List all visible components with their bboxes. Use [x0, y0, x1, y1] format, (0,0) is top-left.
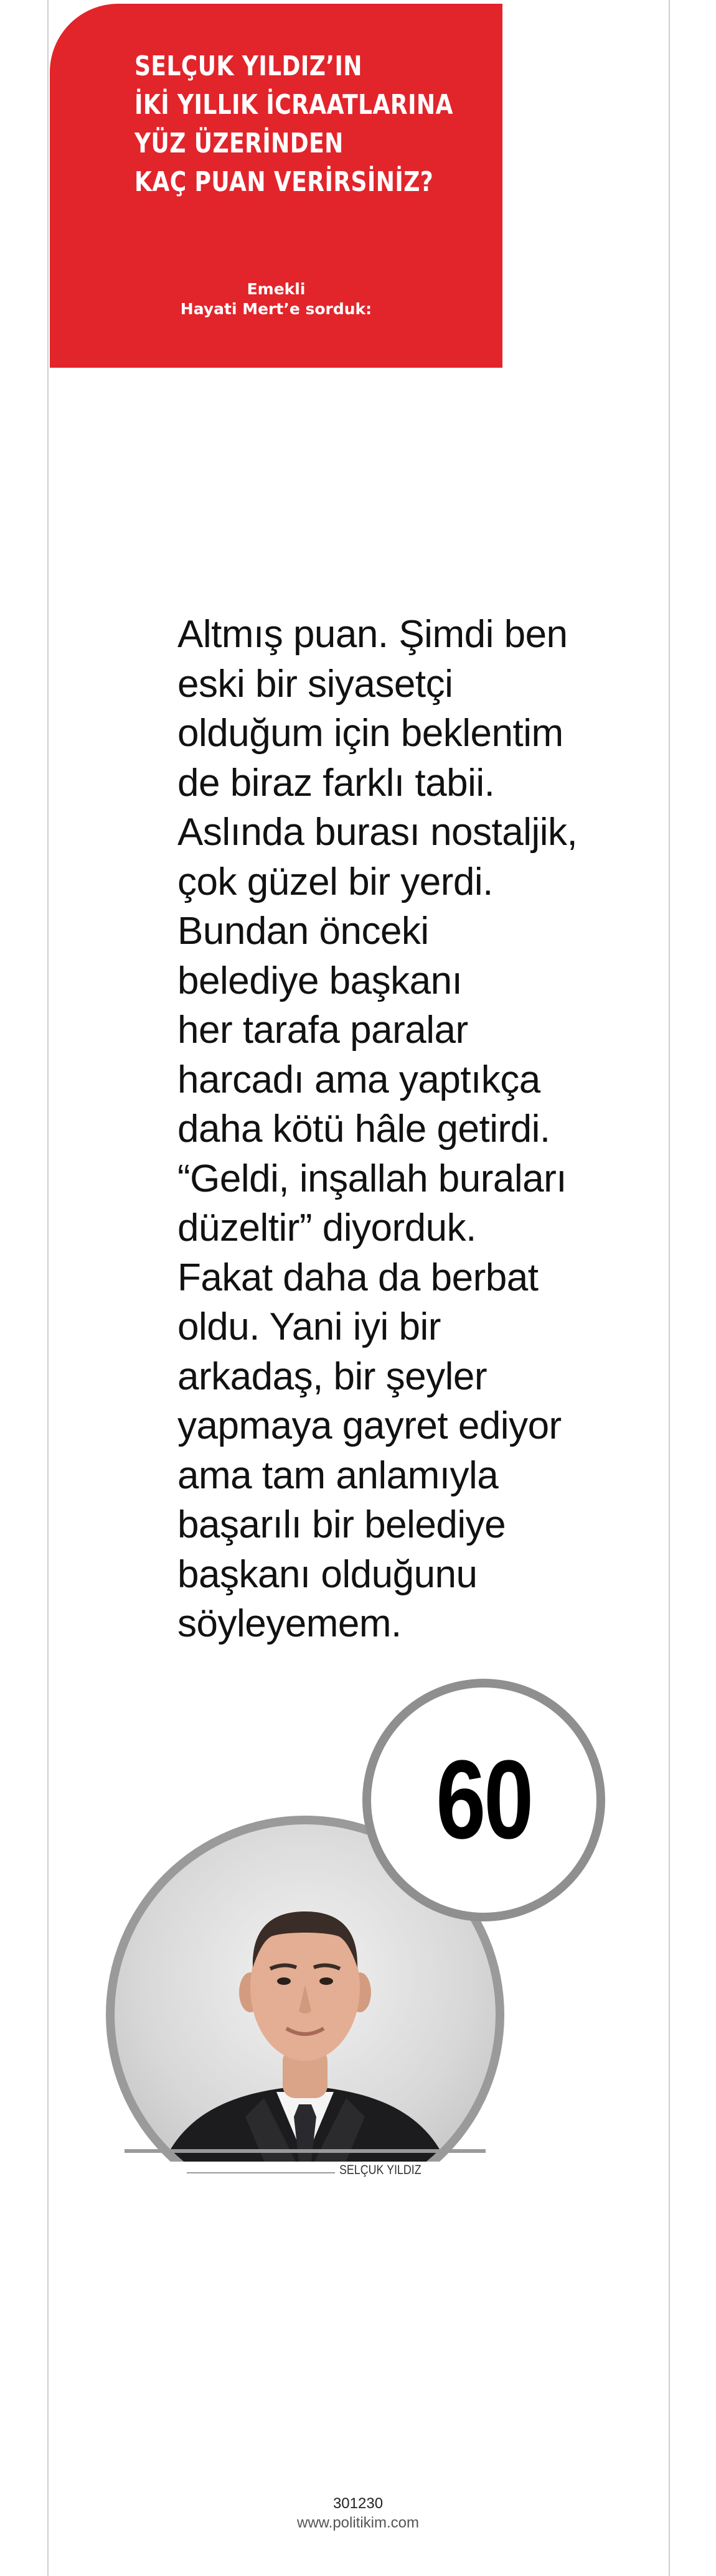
quote-line: Fakat daha da berbat [177, 1256, 539, 1299]
quote-line: harcadı ama yaptıkça [177, 1058, 540, 1101]
portrait-base [125, 2149, 486, 2153]
quote-line: daha kötü hâle getirdi. [177, 1108, 550, 1150]
quote-line: ama tam anlamıyla [177, 1454, 499, 1497]
quote-body [177, 610, 613, 1649]
quote-line: Bundan önceki [177, 910, 429, 953]
quote-line: başarılı bir belediye [177, 1503, 506, 1546]
quote-line: oldu. Yani iyi bir [177, 1305, 441, 1348]
headline [134, 47, 453, 202]
headline-line: YÜZ ÜZERİNDEN [134, 128, 344, 159]
quote-line: belediye başkanı [177, 959, 463, 1002]
quote-line: arkadaş, bir şeyler [177, 1355, 488, 1398]
quote-line: başkanı olduğunu [177, 1552, 478, 1596]
quote-line: Altmış puan. Şimdi ben [177, 613, 568, 656]
page-border-left [47, 0, 49, 2576]
caption-rule [187, 2172, 335, 2173]
quote-line: her tarafa paralar [177, 1009, 468, 1052]
headline-line: KAÇ PUAN VERİRSİNİZ? [134, 166, 434, 198]
quote-line: yapmaya gayret ediyor [177, 1404, 562, 1447]
score-badge-inner [371, 1687, 596, 1913]
page-border-right [669, 0, 670, 2576]
score-value: 60 [436, 1737, 532, 1862]
header-banner [50, 4, 502, 368]
byline-name: Hayati Mert’e sorduk: [180, 300, 372, 318]
quote-line: de biraz farklı tabii. [177, 761, 495, 805]
headline-line: SELÇUK YILDIZ’IN [134, 50, 362, 82]
quote-line: düzeltir” diyorduk. [177, 1206, 476, 1249]
footer-code: 301230 [332, 2495, 384, 2512]
footer-website[interactable]: www.politikim.com [296, 2514, 420, 2531]
byline-role: Emekli [247, 280, 306, 298]
quote-line: Aslında burası nostaljik, [177, 811, 578, 854]
quote-line: eski bir siyasetçi [177, 662, 453, 706]
photo-caption: SELÇUK YILDIZ [339, 2163, 422, 2177]
quote-line: çok güzel bir yerdi. [177, 860, 493, 903]
quote-line: olduğum için beklentim [177, 712, 563, 755]
headline-line: İKİ YILLIK İCRAATLARINA [134, 89, 453, 121]
score-badge [362, 1679, 605, 1921]
quote-line: “Geldi, inşallah buraları [177, 1157, 567, 1200]
quote-line: söyleyemem. [177, 1602, 402, 1645]
